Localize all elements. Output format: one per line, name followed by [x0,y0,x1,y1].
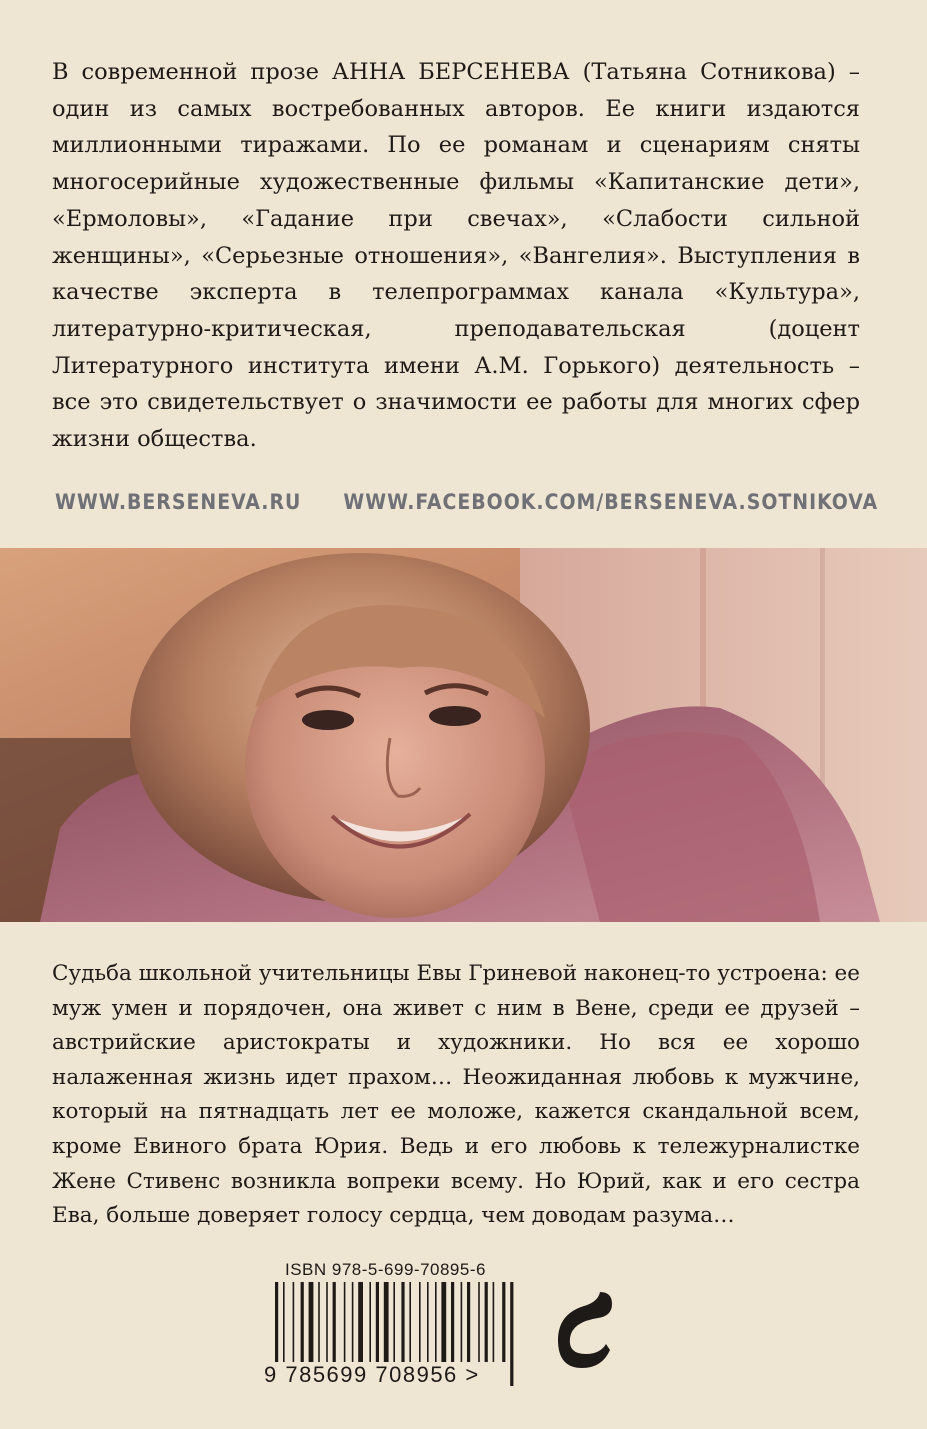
author-bio: В современной прозе АННА БЕРСЕНЕВА (Татьяна Сотникова) – один из самых востребованных авторов. Ее книги издаются миллионными тиражами. По ее романам и сценариям сняты многосерийные художественные фильмы «Капитанские дети», «Ермоловы», «Гадание при свечах», «Слабости сильной женщины», «Серьезные отношения», «Вангелия». Выступления в качестве эксперта в телепрограммах канала «Культура», литературно-критическая, преподавательская (доцент Литературного института имени А.М. Горького) деятельность – все это свидетельствует о значимости ее работы для многих сфер жизни общества. [52,59,860,453]
facebook-link[interactable]: WWW.FACEBOOK.COM/BERSENEVA.SOTNIKOVA [343,490,879,514]
eksmo-e-logo-icon [552,1286,618,1372]
author-links [55,484,879,520]
author-photo [0,548,927,922]
barcode-digits: 9 785699 708956 > [264,1362,480,1387]
website-link[interactable]: WWW.BERSENEVA.RU [55,490,302,514]
isbn-label: ISBN 978-5-699-70895-6 [285,1260,486,1279]
book-synopsis: Судьба школьной учительницы Евы Гриневой наконец-то устроена: ее муж умен и порядочен, она живет с ним в Вене, среди ее друзей – австрийские аристократы и художники. Но вся ее хорошо налаженная жизнь идет прахом… Неожиданная любовь к мужчине, который на пятнадцать лет ее моложе, кажется скандальной всем, кроме Евиного брата Юрия. Ведь и его любовь к тележурналистке Жене Стивенс возникла вопреки всему. Но Юрий, как и его сестра Ева, больше доверяет голосу сердца, чем доводам разума… [52,961,860,1229]
